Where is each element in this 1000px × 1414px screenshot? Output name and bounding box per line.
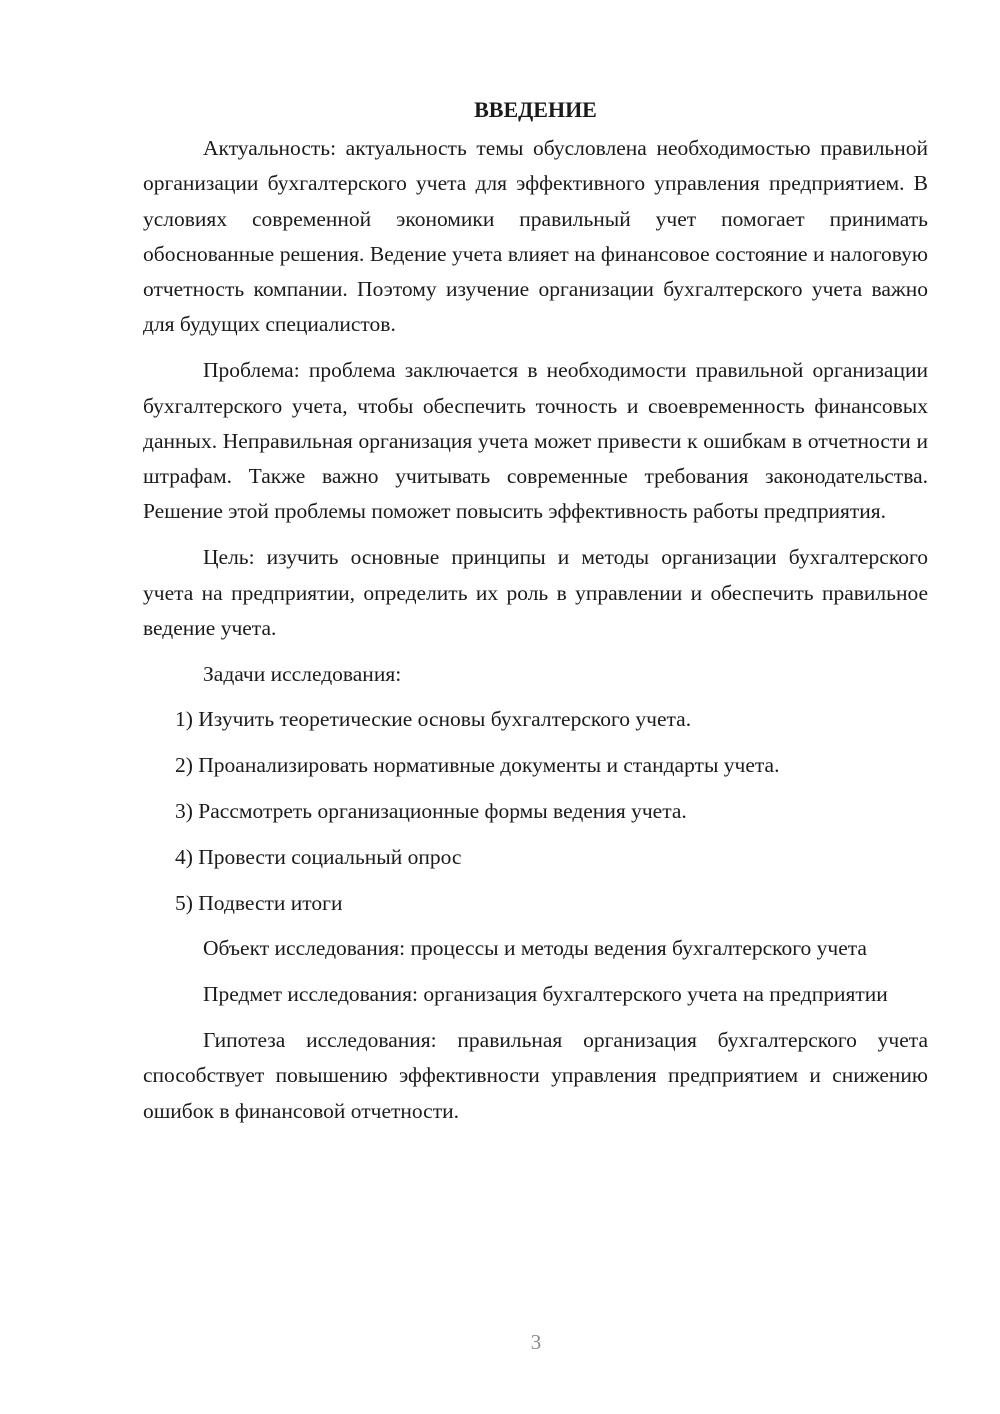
goal-paragraph: Цель: изучить основные принципы и методы организации бухгалтерского учета на предприятии, определить их роль в управлении и обеспечить правильное ведение учета. — [143, 545, 928, 640]
task-item: 1) Изучить теоретические основы бухгалтерского учета. — [175, 707, 692, 732]
relevance-paragraph: Актуальность: актуальность темы обусловлена необходимостью правильной организации бухгалтерского учета для эффективного управления предприятием. В условиях современной экономики правильный учет помогает принимать обоснованные решения. Ведение учета влияет на финансовое состояние и налоговую отчетность компании. Поэтому изучение организации бухгалтерского учета важно для будущих специалистов. — [143, 136, 928, 337]
task-item: 4) Провести социальный опрос — [175, 844, 462, 869]
page-number: 3 — [530, 1330, 542, 1354]
section-title: ВВЕДЕНИЕ — [474, 97, 597, 122]
document-page — [143, 92, 928, 1139]
task-item: 2) Проанализировать нормативные документы и стандарты учета. — [175, 753, 780, 778]
task-item: 3) Рассмотреть организационные формы ведения учета. — [175, 799, 687, 824]
problem-paragraph: Проблема: проблема заключается в необходимости правильной организации бухгалтерского учета, чтобы обеспечить точность и своевременность финансовых данных. Неправильная организация учета может привести к ошибкам в отчетности и штрафам. Также важно учитывать современные требования законодательства. Решение этой проблемы поможет повысить эффективность работы предприятия. — [143, 358, 928, 524]
task-item: 5) Подвести итоги — [175, 890, 343, 915]
subject-paragraph: Предмет исследования: организация бухгалтерского учета на предприятии — [203, 982, 888, 1007]
tasks-list — [143, 702, 928, 920]
hypothesis-paragraph: Гипотеза исследования: правильная организация бухгалтерского учета способствует повышению эффективности управления предприятием и снижению ошибок в финансовой отчетности. — [143, 1028, 928, 1123]
tasks-heading: Задачи исследования: — [203, 661, 402, 686]
object-paragraph: Объект исследования: процессы и методы ведения бухгалтерского учета — [203, 936, 867, 961]
